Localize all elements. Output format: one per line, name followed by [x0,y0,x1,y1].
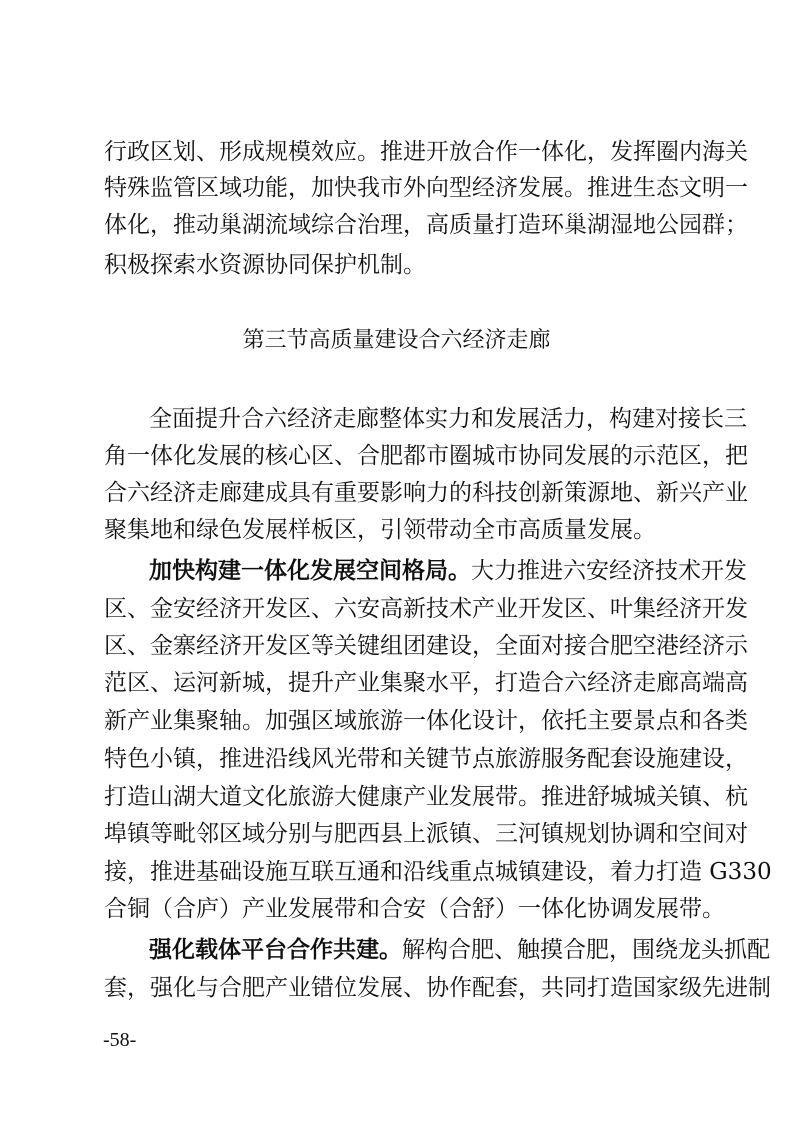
text-line [0,173,793,203]
text-line [0,441,793,471]
text-line [0,668,793,698]
text-line [0,137,793,167]
text-line [0,594,793,624]
text-line [0,250,793,280]
text-line [0,935,793,965]
text-line [0,857,793,887]
page-number: -58- [103,1029,137,1051]
text-line [0,973,793,1003]
paragraph-lead: 加快构建一体化发展空间格局。 [149,557,471,584]
section-number: 第三节 [242,328,309,353]
text-line-content: 角一体化发展的核心区、合肥都市圈城市协同发展的示范区，把 [104,443,748,469]
text-line [0,478,793,508]
text-line [0,556,793,586]
text-line-content: 行政区划、形成规模效应。推进开放合作一体化，发挥圈内海关 [104,139,748,165]
text-line-content: 范区、运河新城，提升产业集聚水平，打造合六经济走廊高端高 [104,670,748,696]
paragraph-lead: 强化载体平台合作共建。 [149,936,402,963]
text-line-content: 大力推进六安经济技术开发 [471,558,747,584]
text-line-content: 特色小镇，推进沿线风光带和关键节点旅游服务配套设施建设， [104,746,748,772]
text-line [0,744,793,774]
text-line-content: 区、金安经济开发区、六安高新技术产业开发区、叶集经济开发 [104,596,748,622]
text-line-content: 合铜（合庐）产业发展带和合安（合舒）一体化协调发展带。 [104,896,725,922]
text-line [0,515,793,545]
text-line-content: 聚集地和绿色发展样板区，引领带动全市高质量发展。 [104,517,656,543]
text-line [0,210,793,240]
text-line-content: 体化，推动巢湖流域综合治理，高质量打造环巢湖湿地公园群； [104,212,748,238]
text-line-content: 区、金寨经济开发区等关键组团建设，全面对接合肥空港经济示 [104,633,748,659]
text-line-content: 特殊监管区域功能，加快我市外向型经济发展。推进生态文明一 [104,175,748,201]
text-line-content: 打造山湖大道文化旅游大健康产业发展带。推进舒城城关镇、杭 [104,784,748,810]
text-line [0,631,793,661]
text-line-content: 接，推进基础设施互联互通和沿线重点城镇建设，着力打造 G330 [104,859,772,885]
text-line [0,894,793,924]
text-line-content: 全面提升合六经济走廊整体实力和发展活力，构建对接长三 [149,406,747,432]
text-line-content: 新产业集聚轴。加强区域旅游一体化设计，依托主要景点和各类 [104,708,748,734]
text-line-content: 套，强化与合肥产业错位发展、协作配套，共同打造国家级先进制 [104,975,771,1001]
section-heading [0,326,793,356]
text-line [0,782,793,812]
text-line [0,819,793,849]
text-line-content: 积极探索水资源协同保护机制。 [104,252,426,278]
text-line [0,706,793,736]
text-line [0,404,793,434]
text-line-content: 解构合肥、触摸合肥，围绕龙头抓配 [402,937,770,963]
text-line-content: 合六经济走廊建成具有重要影响力的科技创新策源地、新兴产业 [104,480,748,506]
section-title: 高质量建设合六经济走廊 [308,328,551,353]
text-line-content: 埠镇等毗邻区域分别与肥西县上派镇、三河镇规划协调和空间对 [104,821,748,847]
